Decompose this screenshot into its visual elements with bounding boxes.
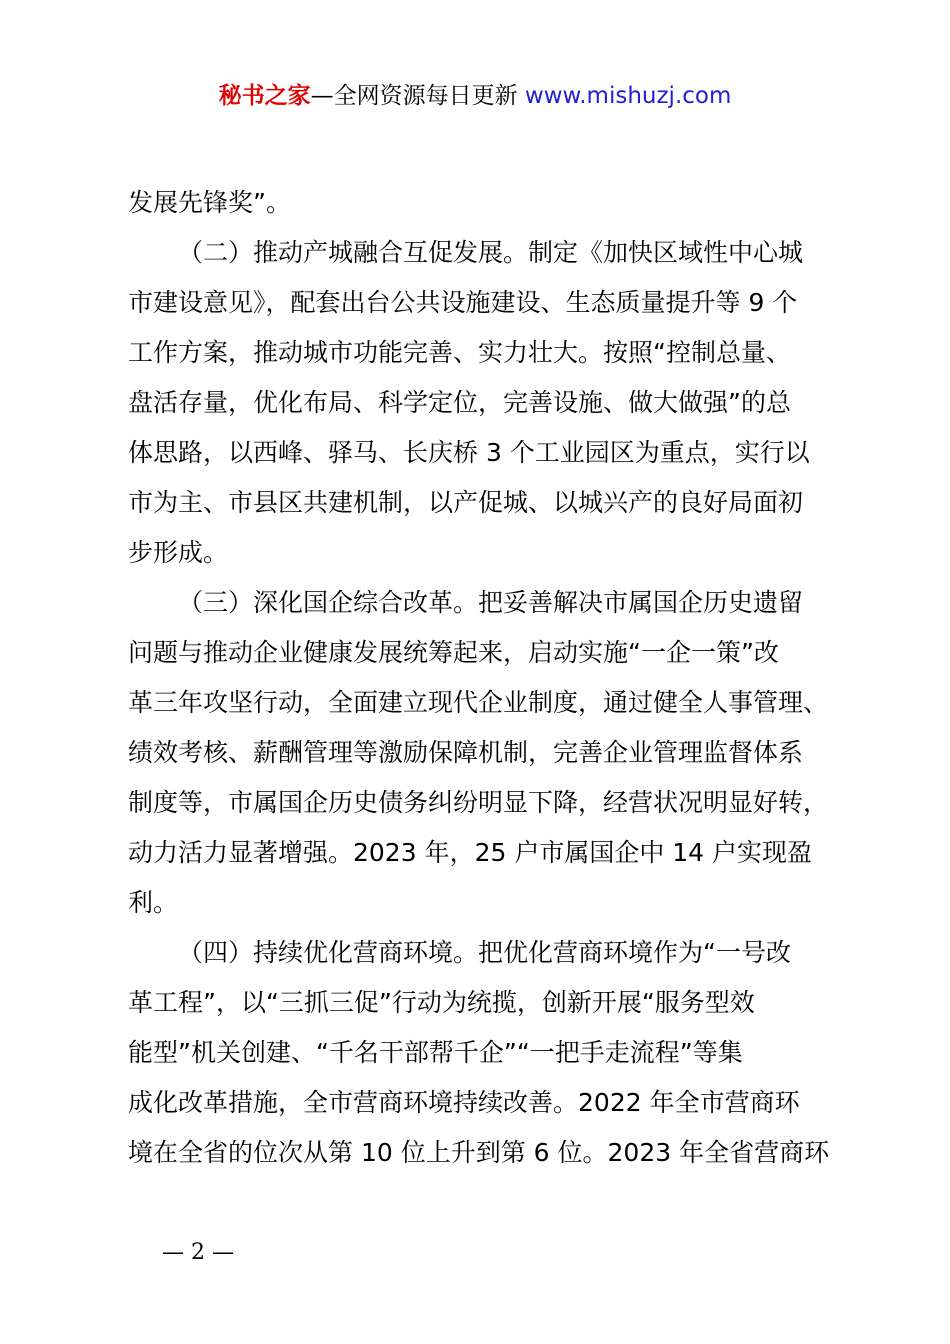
text-line: 境在全省的位次从第 10 位上升到第 6 位。2023 年全省营商环 [128, 1138, 830, 1167]
text-line: 革工程”，以“三抓三促”行动为统揽，创新开展“服务型效 [128, 988, 755, 1017]
paragraph-heading-2: （二）推动产城融合互促发展。制定《加快区域性中心城 [178, 238, 804, 267]
site-tagline: —全网资源每日更新 [310, 83, 525, 109]
paragraph-heading-4: （四）持续优化营商环境。把优化营商环境作为“一号改 [178, 938, 791, 967]
text-line: 能型”机关创建、“千名干部帮千企”“一把手走流程”等集 [128, 1038, 743, 1067]
text-line: 发展先锋奖”。 [128, 188, 291, 217]
text-line: 市为主、市县区共建机制，以产促城、以城兴产的良好局面初 [128, 488, 804, 517]
text-line: 工作方案，推动城市功能完善、实力壮大。按照“控制总量、 [128, 338, 791, 367]
text-line: 盘活存量，优化布局、科学定位，完善设施、做大做强”的总 [128, 388, 791, 417]
paragraph-heading-3: （三）深化国企综合改革。把妥善解决市属国企历史遗留 [178, 588, 804, 617]
text-line: 绩效考核、薪酬管理等激励保障机制，完善企业管理监督体系 [128, 738, 804, 767]
text-line: 成化改革措施，全市营商环境持续改善。2022 年全市营商环 [128, 1088, 800, 1117]
text-line: 体思路，以西峰、驿马、长庆桥 3 个工业园区为重点，实行以 [128, 438, 810, 467]
text-line: 制度等，市属国企历史债务纠纷明显下降，经营状况明显好转， [128, 788, 829, 817]
site-url-link[interactable]: www.mishuzj.com [524, 83, 732, 109]
text-line: 步形成。 [128, 538, 229, 567]
text-line: 革三年攻坚行动，全面建立现代企业制度，通过健全人事管理、 [128, 688, 829, 717]
text-line: 利。 [128, 888, 179, 917]
page-number: — 2 — [162, 1240, 234, 1265]
text-line: 市建设意见》，配套出台公共设施建设、生态质量提升等 9 个 [128, 288, 798, 317]
site-brand: 秘书之家 [218, 83, 311, 109]
site-header [0, 80, 950, 112]
text-line: 问题与推动企业健康发展统筹起来，启动实施“一企一策”改 [128, 638, 779, 667]
text-line: 动力活力显著增强。2023 年，25 户市属国企中 14 户实现盈 [128, 838, 813, 867]
